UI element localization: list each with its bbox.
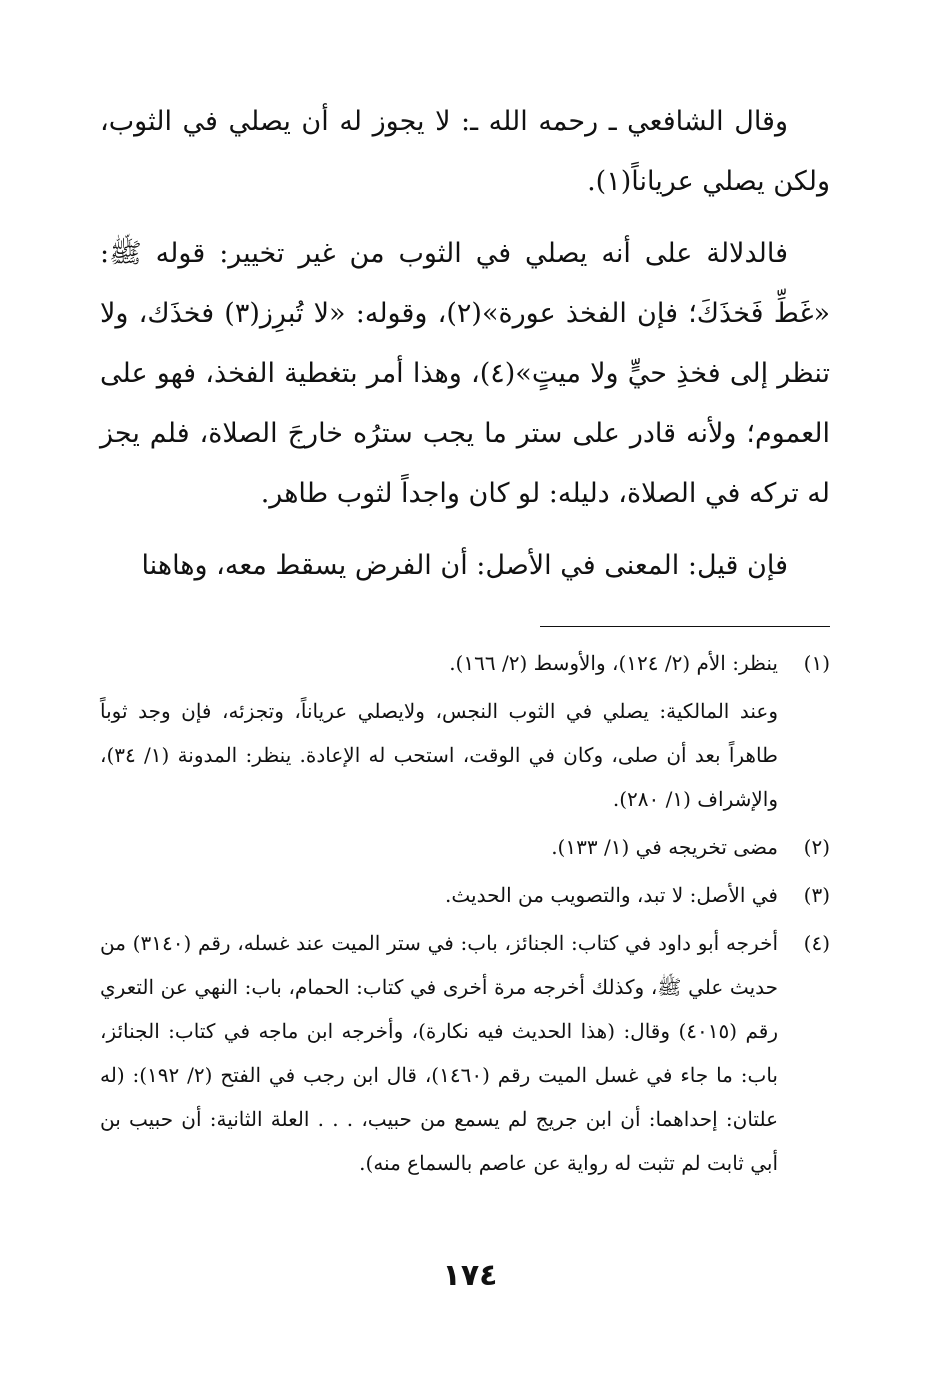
footnote-separator — [540, 626, 830, 627]
main-paragraph-1: وقال الشافعي ـ رحمه الله ـ: لا يجوز له أن يصلي في الثوب، ولكن يصلي عرياناً(١). — [100, 106, 830, 197]
footnote-1-continuation: وعند المالكية: يصلي في الثوب النجس، ولايصلي عرياناً، وتجزئه، فإن وجد ثوباً طاهراً بعد أن صلى، وكان في الوقت، استحب له الإعادة. ينظر: المدونة (١/ ٣٤)، والإشراف (١/ ٢٨٠). — [100, 699, 778, 811]
footnote-1 — [100, 641, 830, 685]
footnotes — [100, 641, 830, 1185]
footnote-number: (٤) — [803, 931, 830, 955]
footnote-text: في الأصل: لا تبد، والتصويب من الحديث. — [445, 883, 778, 907]
footnote-number: (٢) — [803, 835, 830, 859]
footnote-2 — [100, 825, 830, 869]
footnote-text: ينظر: الأم (٢/ ١٢٤)، والأوسط (٢/ ١٦٦). — [449, 651, 778, 675]
page-number: ١٧٤ — [442, 1258, 498, 1293]
footnote-text: مضى تخريجه في (١/ ١٣٣). — [551, 835, 778, 859]
footnote-text: أخرجه أبو داود في كتاب: الجنائز، باب: في ستر الميت عند غسله، رقم (٣١٤٠) من حديث علي ﷺ، وكذلك أخرجه مرة أخرى في كتاب: الحمام، باب: النهي عن التعري رقم (٤٠١٥) وقال: (هذا الحديث فيه نكارة)، وأخرجه ابن ماجه في كتاب: الجنائز، باب: ما جاء في غسل الميت رقم (١٤٦٠)، قال ابن رجب في الفتح (٢/ ١٩٢): (له علتان: إحداهما: أن ابن جريج لم يسمع من حبيب، . . . العلة الثانية: أن حبيب بن أبي ثابت لم تثبت له رواية عن عاصم بالسماع منه). — [100, 931, 778, 1175]
main-paragraph-2: فالدلالة على أنه يصلي في الثوب من غير تخيير: قوله ﷺ: «غَطِّ فَخذَكَ؛ فإن الفخذ عورة»(٢)، وقوله: «لا تُبرِز(٣) فخذَك، ولا تنظر إلى فخذِ حيٍّ ولا ميتٍ»(٤)، وهذا أمر بتغطية الفخذ، فهو على العموم؛ ولأنه قادر على ستر ما يجب سترُه خارجَ الصلاة، فلم يجز له تركه في الصلاة، دليله: لو كان واجداً لثوب طاهر. — [100, 238, 830, 509]
footnote-number: (٣) — [803, 883, 830, 907]
main-paragraph-3: فإن قيل: المعنى في الأصل: أن الفرض يسقط معه، وهاهنا — [141, 550, 788, 581]
document-page — [100, 92, 830, 1379]
footnote-3 — [100, 873, 830, 917]
footnote-number: (١) — [803, 651, 830, 675]
main-text — [100, 92, 830, 596]
footnote-4 — [100, 921, 830, 1185]
